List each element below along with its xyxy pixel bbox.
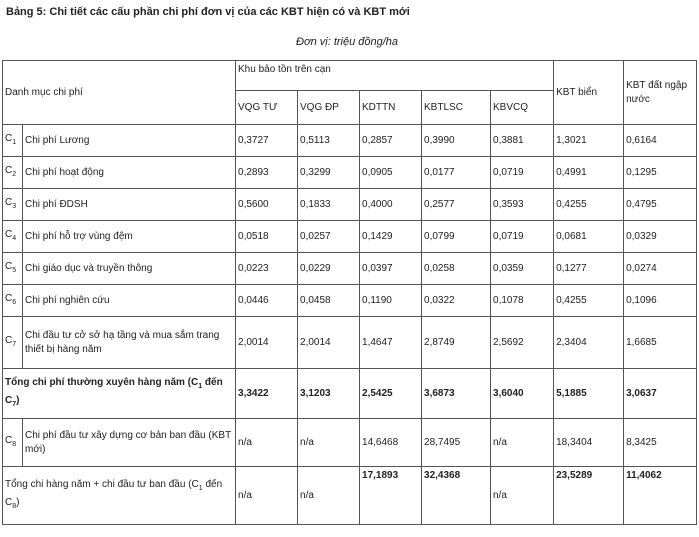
table-cell: n/a [236, 419, 298, 467]
table-cell: 0,1429 [360, 221, 422, 253]
row-code: $C_7$ [3, 317, 23, 369]
table-cell: 0,0359 [491, 253, 554, 285]
cost-row [3, 189, 697, 221]
row-code: $C_3$ [3, 189, 23, 221]
table-cell: 0,0229 [298, 253, 360, 285]
table-cell: 0,6164 [624, 125, 697, 157]
table-cell: 0,0177 [422, 157, 491, 189]
header-col: VQG ĐP [298, 91, 360, 125]
c8-row [3, 419, 697, 467]
table-cell: 0,4255 [554, 189, 624, 221]
table-cell: 3,0637 [624, 369, 697, 419]
table-cell: 2,3404 [554, 317, 624, 369]
cost-row [3, 221, 697, 253]
table-cell: 0,1833 [298, 189, 360, 221]
table-cell: 0,1277 [554, 253, 624, 285]
row-label: Chi phí hoạt động [23, 157, 236, 189]
table-cell: 5,1885 [554, 369, 624, 419]
table-cell: 0,3593 [491, 189, 554, 221]
table-cell: 0,0719 [491, 221, 554, 253]
unit-note: Đơn vị: triệu đồng/ha [296, 36, 399, 48]
header-kbt-dat-ngap-nuoc: KBT đất ngập nước [624, 61, 697, 125]
cost-row [3, 253, 697, 285]
table-cell: 0,0329 [624, 221, 697, 253]
row-code: $C_2$ [3, 157, 23, 189]
table-cell: 0,0799 [422, 221, 491, 253]
table-cell: 0,0518 [236, 221, 298, 253]
total-recurring-label: Tổng chi phí thường xuyên hàng năm ($C_1$ đến $C_7$) [3, 369, 236, 419]
table-cell: 0,0223 [236, 253, 298, 285]
header-col: KDTTN [360, 91, 422, 125]
table-cell: 0,2857 [360, 125, 422, 157]
table-cell: 0,4991 [554, 157, 624, 189]
table-cell: 0,0258 [422, 253, 491, 285]
table-cell: 0,4000 [360, 189, 422, 221]
cost-row [3, 125, 697, 157]
table-caption: Bảng 5: Chi tiết các cấu phần chi phí đơn vị của các KBT hiện có và KBT mới [6, 6, 410, 18]
table-cell: 8,3425 [624, 419, 697, 467]
table-cell: n/a [298, 419, 360, 467]
header-col: VQG TƯ [236, 91, 298, 125]
table-cell: 3,6040 [491, 369, 554, 419]
cost-table [2, 60, 697, 525]
row-label: Chi đầu tư cở sở hạ tầng và mua sắm trang thiết bị hàng năm [23, 317, 236, 369]
table-cell: 2,5692 [491, 317, 554, 369]
table-cell: 2,5425 [360, 369, 422, 419]
table-cell: 0,0905 [360, 157, 422, 189]
header-row-1 [3, 61, 697, 91]
cost-row [3, 317, 697, 369]
cost-row [3, 157, 697, 189]
table-cell: 0,0322 [422, 285, 491, 317]
row-label: Chi giáo dục và truyền thông [23, 253, 236, 285]
row-label: Chi phí Lương [23, 125, 236, 157]
header-kbt-bien: KBT biển [554, 61, 624, 125]
table-cell: 32,4368 [422, 467, 491, 525]
table-cell: 0,3881 [491, 125, 554, 157]
row-code: $C_1$ [3, 125, 23, 157]
row-label: Chi phí nghiên cứu [23, 285, 236, 317]
row-code: $C_6$ [3, 285, 23, 317]
table-cell: 0,5113 [298, 125, 360, 157]
table-cell: 3,6873 [422, 369, 491, 419]
table-cell: 0,1190 [360, 285, 422, 317]
table-cell: n/a [491, 467, 554, 525]
table-cell: 3,3422 [236, 369, 298, 419]
table-cell: 0,0446 [236, 285, 298, 317]
table-cell: 14,6468 [360, 419, 422, 467]
table-cell: n/a [298, 467, 360, 525]
table-cell: 11,4062 [624, 467, 697, 525]
table-cell: 0,0719 [491, 157, 554, 189]
row-label: Chi phí hỗ trợ vùng đệm [23, 221, 236, 253]
table-cell: 0,3727 [236, 125, 298, 157]
table-cell: 0,3299 [298, 157, 360, 189]
table-cell: 1,3021 [554, 125, 624, 157]
header-col: KBTLSC [422, 91, 491, 125]
row-code: $C_4$ [3, 221, 23, 253]
table-cell: 17,1893 [360, 467, 422, 525]
table-cell: 28,7495 [422, 419, 491, 467]
row-label: Chi phí đầu tư xây dựng cơ bản ban đầu (KBT mới) [23, 419, 236, 467]
row-label: Chi phí ĐDSH [23, 189, 236, 221]
table-cell: 0,1295 [624, 157, 697, 189]
table-cell: 0,0681 [554, 221, 624, 253]
row-code: $C_5$ [3, 253, 23, 285]
header-category: Danh mục chi phí [3, 61, 236, 125]
table-cell: 2,0014 [236, 317, 298, 369]
table-cell: 0,0458 [298, 285, 360, 317]
table-cell: 2,8749 [422, 317, 491, 369]
table-cell: 1,4647 [360, 317, 422, 369]
table-cell: 0,2893 [236, 157, 298, 189]
total-all-row [3, 467, 697, 525]
table-cell: 0,2577 [422, 189, 491, 221]
table-cell: 2,0014 [298, 317, 360, 369]
table-cell: 1,6685 [624, 317, 697, 369]
table-cell: 0,1078 [491, 285, 554, 317]
table-cell: 0,0257 [298, 221, 360, 253]
row-code: $C_8$ [3, 419, 23, 467]
table-cell: 23,5289 [554, 467, 624, 525]
table-cell: 0,3990 [422, 125, 491, 157]
table-cell: 3,1203 [298, 369, 360, 419]
table-cell: 0,0397 [360, 253, 422, 285]
total-all-label: Tổng chi hàng năm + chi đầu tư ban đầu ($C_1$ đến $C_8$) [3, 467, 236, 525]
table-cell: 18,3404 [554, 419, 624, 467]
table-cell: 0,1096 [624, 285, 697, 317]
table-cell: 0,0274 [624, 253, 697, 285]
cost-row [3, 285, 697, 317]
table-cell: 0,5600 [236, 189, 298, 221]
header-terrestrial-group: Khu bảo tồn trên cạn [236, 61, 554, 91]
table-cell: 0,4795 [624, 189, 697, 221]
total-recurring-row [3, 369, 697, 419]
table-cell: n/a [491, 419, 554, 467]
header-col: KBVCQ [491, 91, 554, 125]
table-cell: n/a [236, 467, 298, 525]
table-cell: 0,4255 [554, 285, 624, 317]
